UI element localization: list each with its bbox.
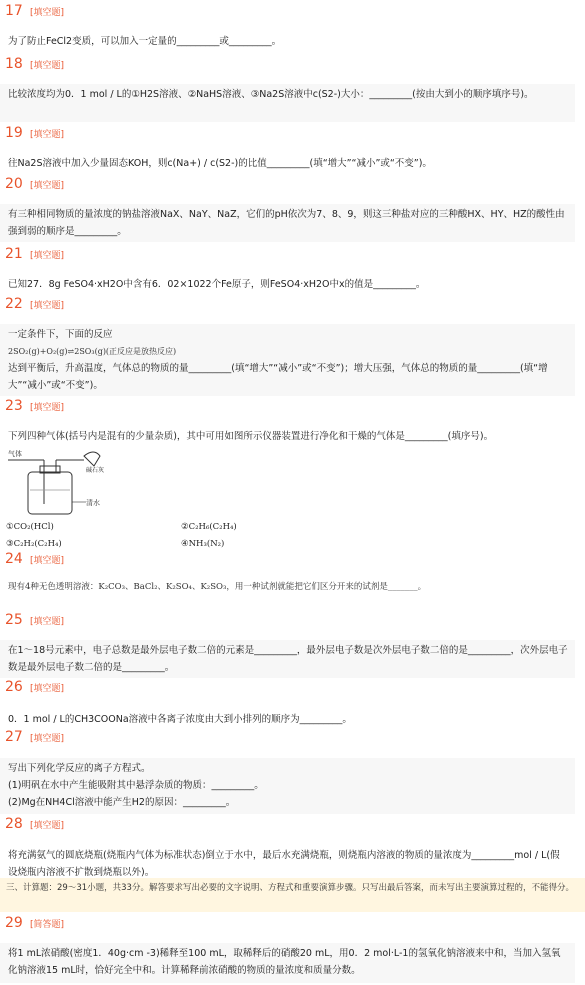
question-19-header <box>0 122 585 144</box>
question-number: 17 <box>5 3 23 19</box>
question-27-body <box>0 758 575 814</box>
question-type: [填空题] <box>30 733 65 744</box>
question-22-body <box>0 324 575 396</box>
question-22-text: 达到平衡后，升高温度，气体总的物质的量_________(填“增大”“减小”或“不变”)；增大压强，气体总的物质的量_________(填“增大”“减小”或“不变”)。 <box>8 363 548 391</box>
option-1: ①CO₂(HCl) <box>6 522 54 532</box>
question-23-text: 下列四种气体(括号内是混有的少量杂质)，其中可用如图所示仪器装置进行净化和干燥的气体是_________(填序号)。 <box>8 431 494 442</box>
question-27-intro: 写出下列化学反应的离子方程式。 <box>8 763 151 774</box>
question-25-text: 在1～18号元素中，电子总数是最外层电子数二倍的元素是_________，最外层电子数是次外层电子数二倍的是_________，次外层电子数是最外层电子数二倍的是_________。 <box>0 640 575 678</box>
question-17-text: 为了防止FeCl2变质，可以加入一定量的_________或_________。 <box>0 31 575 53</box>
question-25-header <box>0 609 585 631</box>
question-number: 24 <box>5 551 23 567</box>
question-number: 22 <box>5 296 23 312</box>
question-28-header <box>0 813 585 835</box>
question-type: [填空题] <box>30 300 65 311</box>
question-type: [填空题] <box>30 820 65 831</box>
question-type: [填空题] <box>30 555 65 566</box>
question-18-text: 比较浓度均为0．1 mol / L的①H2S溶液、②NaHS溶液、③Na2S溶液中c(S2-)大小：_________(按由大到小的顺序填序号)。 <box>0 84 575 122</box>
figure-label-lime: 碱石灰 <box>86 467 105 474</box>
question-type: [填空题] <box>30 402 65 413</box>
option-3: ③C₂H₂(C₂H₄) <box>6 539 62 549</box>
question-27-part-1: (1)明矾在水中产生能吸附其中悬浮杂质的物质：_________。 <box>8 780 264 791</box>
question-29-text: 将1 mL浓硝酸(密度1．40g·cm -3)稀释至100 mL，取稀释后的硝酸20 mL，用0．2 mol·L-1的氢氧化钠溶液来中和，当加入氢氧化钠溶液15 mL时，恰好完全中和。计算稀释前浓硝酸的物质的量浓度和质量分数。 <box>0 943 575 983</box>
question-type: [填空题] <box>30 250 65 261</box>
question-22-reaction: 2SO₂(g)+O₂(g)⇌2SO₃(g)(正反应是放热反应) <box>8 347 177 356</box>
question-number: 28 <box>5 816 23 832</box>
question-22-intro: 一定条件下，下面的反应 <box>8 329 113 340</box>
question-type: [填空题] <box>30 683 65 694</box>
question-type: [填空题] <box>30 129 65 140</box>
figure-label-gas: 气体 <box>8 450 22 458</box>
option-2: ②C₂H₆(C₂H₄) <box>181 522 237 532</box>
question-18-header <box>0 53 585 75</box>
question-24-header <box>0 548 585 570</box>
question-type: [填空题] <box>30 180 65 191</box>
question-number: 21 <box>5 246 23 262</box>
question-20-header <box>0 173 585 195</box>
question-number: 26 <box>5 679 23 695</box>
question-29-header <box>0 912 585 934</box>
question-type: [填空题] <box>30 60 65 71</box>
question-number: 18 <box>5 56 23 72</box>
question-22-header <box>0 293 585 315</box>
question-23-body <box>0 426 575 550</box>
section-header-calculation: 三、计算题：29～31小题，共33分。解答要求写出必要的文字说明、方程式和重要演算步骤。只写出最后答案，而未写出主要演算过程的，不能得分。 <box>0 878 585 912</box>
question-20-text: 有三种相同物质的量浓度的钠盐溶液NaX、NaY、NaZ，它们的pH依次为7、8、9，则这三种盐对应的三种酸HX、HY、HZ的酸性由强到弱的顺序是_________。 <box>0 204 575 242</box>
question-type: [简答题] <box>30 919 65 930</box>
figure-label-water: 清水 <box>86 499 100 507</box>
option-4: ④NH₃(N₂) <box>181 539 225 549</box>
question-26-text: 0．1 mol / L的CH3COONa溶液中各离子浓度由大到小排列的顺序为_________。 <box>0 709 575 731</box>
question-17-header <box>0 0 585 22</box>
question-number: 19 <box>5 125 23 141</box>
question-19-text: 往Na2S溶液中加入少量固态KOH，则c(Na+) / c(S2-)的比值_________(填“增大”“减小”或“不变”)。 <box>0 153 575 175</box>
question-number: 27 <box>5 729 23 745</box>
question-number: 23 <box>5 398 23 414</box>
question-24-text: 现有4种无色透明溶液：K₂CO₃、BaCl₂、K₂SO₄、K₂SO₃，用一种试剂就能把它们区分开来的试剂是_______。 <box>0 578 575 612</box>
gas-washing-apparatus-figure <box>6 446 116 518</box>
question-type: [填空题] <box>30 7 65 18</box>
question-number: 20 <box>5 176 23 192</box>
question-28-text: 将充满氨气的圆底烧瓶(烧瓶内气体为标准状态)倒立于水中，最后水充满烧瓶，则烧瓶内溶液的物质的量浓度为_________mol / L(假设烧瓶内溶液不扩散到烧瓶以外)。 <box>0 845 575 879</box>
question-21-header <box>0 243 585 265</box>
question-23-header <box>0 395 585 417</box>
question-number: 29 <box>5 915 23 931</box>
question-27-header <box>0 726 585 748</box>
question-type: [填空题] <box>30 616 65 627</box>
question-27-part-2: (2)Mg在NH4Cl溶液中能产生H2的原因：_________。 <box>8 797 236 808</box>
question-26-header <box>0 676 585 698</box>
question-21-text: 已知27．8g FeSO4·xH2O中含有6．02×1022个Fe原子，则FeSO4·xH2O中x的值是_________。 <box>0 274 575 296</box>
question-number: 25 <box>5 612 23 628</box>
